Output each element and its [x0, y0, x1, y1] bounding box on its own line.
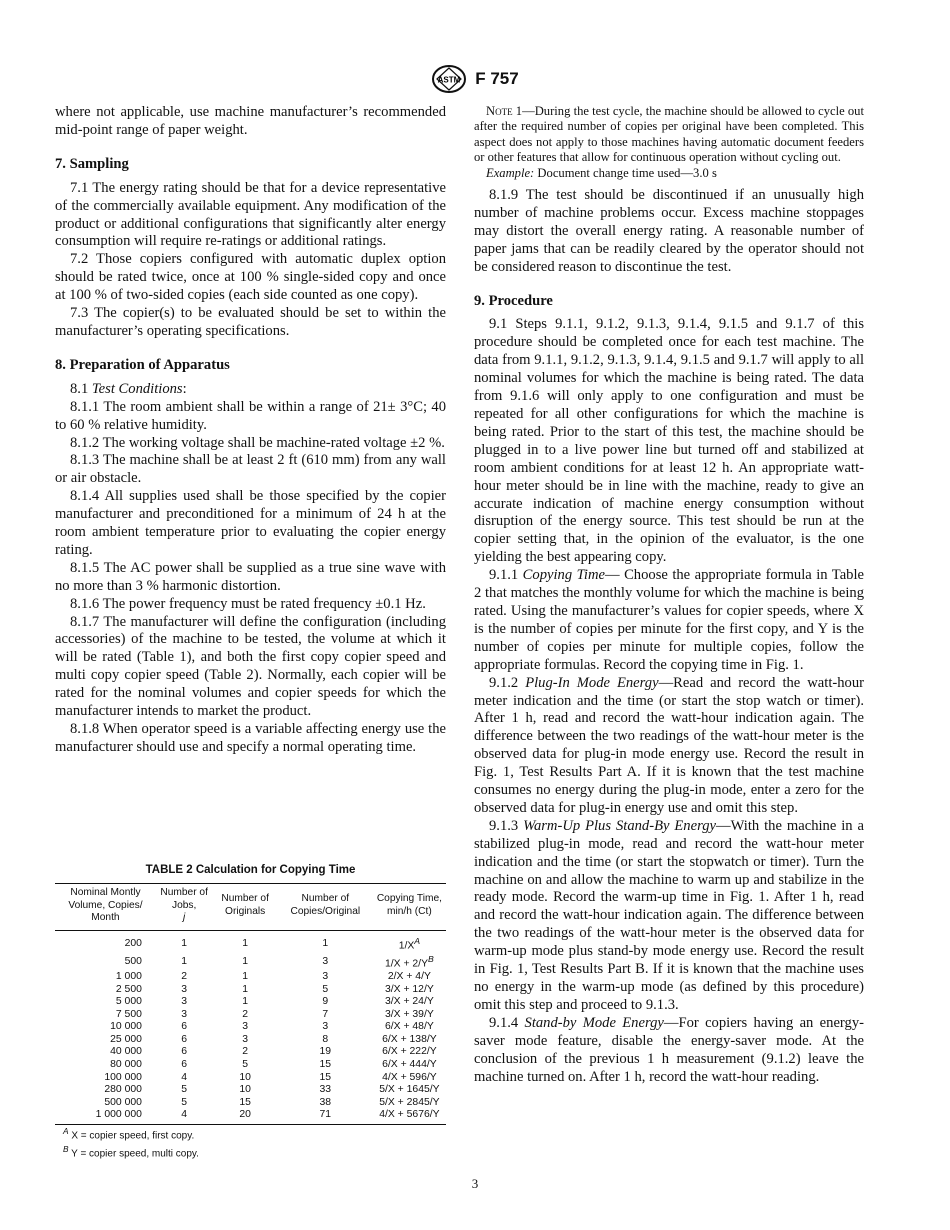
- para-9-1-4: 9.1.4 Stand-by Mode Energy—For copiers having an energy-saver mode feature, disable the energy-saver mode. At the conclusion of the previous 1 h measurement (9.1.2) leave the machine turned on. After 1 h, record the watt-hour reading.: [474, 1014, 864, 1085]
- note-text: —During the test cycle, the machine should be allowed to cycle out after the required number of copies per original have been completed. This aspect does not apply to those machines having automatic document feeders or other features that allow for continuous operation without cycling out.: [474, 104, 864, 165]
- cell-volume: 2 500: [115, 983, 142, 995]
- intro-paragraph: where not applicable, use machine manufacturer’s recommended mid-point range of paper weight.: [55, 104, 446, 138]
- cell-copies: 7: [322, 1008, 329, 1020]
- cell-volume: 25 000: [110, 1033, 142, 1045]
- cell-copies: 3: [322, 970, 329, 982]
- table-row: [55, 1097, 446, 1110]
- table-row: [55, 1046, 446, 1059]
- cell-jobs: 3: [181, 996, 188, 1008]
- cell-volume: 500: [124, 955, 142, 967]
- table-caption: TABLE 2 Calculation for Copying Time: [145, 864, 356, 876]
- footnote-ref: B: [428, 953, 434, 964]
- cell-time: 3/X + 12/Y: [384, 983, 434, 995]
- astm-logo-text: ASTM: [437, 75, 461, 85]
- cell-volume: 5 000: [115, 996, 142, 1008]
- para-8-1-2: 8.1.2 The working voltage shall be machine-rated voltage ±2 %.: [70, 434, 445, 451]
- cell-jobs: 6: [181, 1059, 188, 1071]
- cell-time: $1/X^A$: [398, 935, 421, 952]
- table-2: [55, 864, 446, 1161]
- cell-originals: 1: [242, 970, 249, 982]
- document-id: F 757: [475, 69, 519, 88]
- cell-originals: 2: [242, 1046, 249, 1058]
- cell-originals: 1: [242, 937, 249, 949]
- copying-time-table: [55, 883, 446, 1125]
- cell-jobs: 3: [181, 1008, 188, 1020]
- cell-time: 4/X + 5676/Y: [373, 1109, 446, 1124]
- page-number: 3: [471, 1176, 479, 1191]
- cell-time: 5/X + 1645/Y: [379, 1084, 440, 1096]
- cell-time: 4/X + 596/Y: [382, 1071, 437, 1083]
- cell-originals: 10: [239, 1084, 251, 1096]
- table-row: [55, 971, 446, 984]
- cell-originals: 20: [212, 1109, 277, 1124]
- section-8-heading: 8. Preparation of Apparatus: [55, 356, 230, 373]
- cell-copies: 3: [322, 1021, 329, 1033]
- cell-jobs: 6: [181, 1021, 188, 1033]
- cell-copies: 1: [322, 937, 329, 949]
- cell-jobs: 2: [181, 970, 188, 982]
- cell-time: 6/X + 138/Y: [382, 1033, 437, 1045]
- cell-volume: 7 500: [115, 1008, 142, 1020]
- cell-copies: 19: [319, 1046, 332, 1058]
- section-9-heading: 9. Procedure: [474, 292, 553, 309]
- cell-volume: 100 000: [104, 1071, 142, 1083]
- cell-volume: 40 000: [110, 1046, 142, 1058]
- table-row: [55, 1009, 446, 1022]
- cell-copies: 15: [319, 1059, 332, 1071]
- cell-volume: 10 000: [110, 1021, 142, 1033]
- table-row: [55, 984, 446, 997]
- cell-volume: 80 000: [110, 1059, 142, 1071]
- table-row: [55, 1084, 446, 1097]
- note-label: Note 1: [486, 104, 523, 118]
- para-9-1: 9.1 Steps 9.1.1, 9.1.2, 9.1.3, 9.1.4, 9.1.5 and 9.1.7 of this procedure should be completed once for each test machine. The data from 9.1.1, 9.1.2, 9.1.3, 9.1.4, 9.1.5 and 9.1.7 will apply to all nominal volumes for which the machine is being rated. The data from 9.1.6 will only apply to one configuration and must be repeated for all other configurations for which the machine is being rated. Prior to the start of this test, the machine should be plugged in to a live power line but turned off and stabilized at room ambient conditions for at least 12 h. An appropriate watt-hour meter should be in line with the machine, ready to give an accurate indication of machine energy consumption without disruption of the energy source. This test should be run at the copier setting that, in the opinion of the evaluator, is the one yielding the best appearing copy.: [474, 316, 864, 566]
- para-7-1: 7.1 The energy rating should be that for a device representative of the commercially available equipment. Any modification of the product or additional configurations that significantly alter energy consumption will require re-ratings or additional ratings.: [55, 179, 446, 250]
- para-8-1: 8.1 Test Conditions:: [70, 380, 187, 397]
- left-column: [55, 104, 446, 757]
- section-7-heading: 7. Sampling: [55, 155, 129, 172]
- cell-time: 6/X + 222/Y: [382, 1046, 437, 1058]
- cell-originals: 10: [239, 1071, 251, 1083]
- cell-copies: 38: [319, 1096, 332, 1108]
- table-row: [55, 1072, 446, 1085]
- cell-originals: 3: [242, 1021, 249, 1033]
- cell-time: 3/X + 24/Y: [384, 996, 434, 1008]
- cell-jobs: 4: [181, 1071, 188, 1083]
- cell-copies: 8: [322, 1033, 329, 1045]
- footnote-b: $^B$ Y = copier speed, multi copy.: [63, 1143, 199, 1160]
- cell-volume: 1 000: [115, 970, 142, 982]
- note-1: [474, 104, 864, 181]
- cell-originals: 1: [242, 996, 249, 1008]
- cell-volume: 1 000 000: [55, 1109, 156, 1124]
- cell-time: 5/X + 2845/Y: [379, 1096, 440, 1108]
- para-8-1-8: 8.1.8 When operator speed is a variable affecting energy use the manufacturer should use and specify a normal operating time.: [55, 721, 446, 755]
- cell-originals: 5: [242, 1059, 249, 1071]
- cell-jobs: 4: [156, 1109, 212, 1124]
- footnote-a: $^A$ X = copier speed, first copy.: [63, 1126, 195, 1142]
- cell-copies: 15: [319, 1071, 332, 1083]
- example-label: Example:: [486, 165, 535, 180]
- para-8-1-title: Test Conditions: [91, 380, 183, 397]
- para-7-2: 7.2 Those copiers configured with automatic duplex option should be rated twice, once at 100 % single-sided copy and once at 100 % of two-sided copies (each side counted as one copy).: [55, 251, 446, 304]
- para-8-1-3: 8.1.3 The machine shall be at least 2 ft (610 mm) from any wall or air obstacle.: [55, 452, 446, 487]
- para-9-1-2: 9.1.2 Plug-In Mode Energy—Read and record the watt-hour meter indication and the time (or start the stop watch or timer). After 1 h, read and record the watt-hour indication again. The difference between the two readings of the watt-hour meter is the observed data for plug-in mode energy use. Record the result in Fig. 1, Test Results Part A. If it is known that the test machine consumes no energy during the plug-in mode, enter a zero for the observed data for plug-in energy use and omit this step.: [474, 674, 865, 816]
- cell-jobs: 5: [181, 1084, 188, 1096]
- cell-volume: 200: [124, 937, 142, 949]
- example-text: Document change time used—3.0 s: [537, 165, 717, 180]
- table-row: [55, 1059, 446, 1072]
- cell-originals: 2: [242, 1008, 249, 1020]
- para-7-3: 7.3 The copier(s) to be evaluated should be set to within the manufacturer’s operating specifications.: [55, 305, 446, 339]
- col-header-originals: Number of Originals: [212, 884, 277, 931]
- footnote-ref: A: [414, 935, 421, 946]
- cell-time: 2/X + 4/Y: [387, 970, 431, 982]
- cell-time: 6/X + 444/Y: [382, 1059, 437, 1071]
- table-row: [55, 1021, 446, 1034]
- cell-jobs: 6: [181, 1033, 188, 1045]
- col-header-time: Copying Time, min/h (Ct): [373, 884, 446, 931]
- cell-copies: 9: [322, 996, 329, 1008]
- table-row: [55, 953, 446, 971]
- cell-copies: 3: [322, 955, 329, 967]
- col-header-jobs: Number of Jobs, j: [156, 884, 212, 931]
- para-8-1-4: 8.1.4 All supplies used shall be those specified by the copier manufacturer and preconditioned for a minimum of 24 h at the room ambient temperature prior to evaluating the copier energy rating.: [55, 488, 446, 558]
- col-header-volume: Nominal Montly Volume, Copies/ Month: [55, 884, 156, 931]
- table-row: [55, 930, 446, 953]
- cell-originals: 1: [242, 983, 249, 995]
- cell-volume: 280 000: [104, 1084, 142, 1096]
- table-row: [55, 996, 446, 1009]
- cell-volume: 500 000: [104, 1096, 142, 1108]
- cell-time: 3/X + 39/Y: [384, 1008, 434, 1020]
- para-9-1-1: 9.1.1 Copying Time— Choose the appropriate formula in Table 2 that matches the monthly volume for which the machine is being rated. Using the manufacturer’s values for copier speeds, where X is the number of copies per minute for the first copy, and Y is the number of copies per minute for multiple copies, follow the appropriate formulas. Record the copying time in Fig. 1.: [474, 567, 865, 673]
- cell-originals: 15: [239, 1096, 251, 1108]
- para-8-1-1: 8.1.1 The room ambient shall be within a range of 21± 3°C; 40 to 60 % relative humidity.: [55, 398, 446, 433]
- cell-jobs: 3: [181, 983, 188, 995]
- para-8-1-9: 8.1.9 The test should be discontinued if an unusually high number of machine problems occur. Excess machine stoppages may distort the overall energy rating. A reasonable number of paper jams that can be readily cleared by the operator should not be considered reason to discontinue the test.: [474, 187, 864, 275]
- cell-jobs: 6: [181, 1046, 188, 1058]
- para-8-1-6: 8.1.6 The power frequency must be rated frequency ±0.1 Hz.: [70, 595, 426, 612]
- cell-copies: 71: [278, 1109, 373, 1124]
- cell-jobs: 1: [181, 955, 188, 967]
- cell-copies: 33: [319, 1084, 332, 1096]
- cell-time: 6/X + 48/Y: [384, 1021, 434, 1033]
- cell-jobs: 1: [181, 937, 188, 949]
- cell-copies: 5: [322, 983, 329, 995]
- cell-originals: 3: [242, 1033, 249, 1045]
- para-8-1-7: 8.1.7 The manufacturer will define the configuration (including accessories) of the machine to be tested, the volume at which it will be rated (Table 1), and both the first copy copier speed and multi copy copier speed (Table 2). Normally, each copier will be rated for the nominal volumes and copier speeds for which the manufacturer intends to market the product.: [55, 613, 446, 720]
- col-header-copies: Number of Copies/Original: [278, 884, 373, 931]
- cell-jobs: 5: [181, 1096, 188, 1108]
- cell-originals: 1: [242, 955, 249, 967]
- cell-time: $1/X + 2/Y^B$: [384, 953, 434, 970]
- table-body: [55, 930, 446, 1124]
- astm-logo-icon: [431, 64, 467, 94]
- table-row: [55, 1034, 446, 1047]
- para-8-1-5: 8.1.5 The AC power shall be supplied as a true sine wave with no more than 3 % harmonic distortion.: [55, 559, 446, 594]
- right-column: [474, 104, 864, 1086]
- page-header: [0, 64, 950, 94]
- table-row: [55, 1109, 446, 1124]
- para-9-1-3: 9.1.3 Warm-Up Plus Stand-By Energy—With the machine in a stabilized plug-in mode, read and record the watt-hour meter indication and the time (or start the stopwatch or timer). Turn the machine on and allow the machine to warm up and stabilize in the ready mode. Record the warm-up time in Fig. 1. After 1 h, read and record the watt-hour indication again. The difference between the two readings of the watt-hour meter is the observed data for warm-up mode plus stand-by mode energy use. Record the result in Fig. 1, Test Results Part B. If it is known that the machine uses no energy in the warm-up mode (as defined by this procedure) omit this step and proceed to 9.1.3.: [474, 817, 865, 1013]
